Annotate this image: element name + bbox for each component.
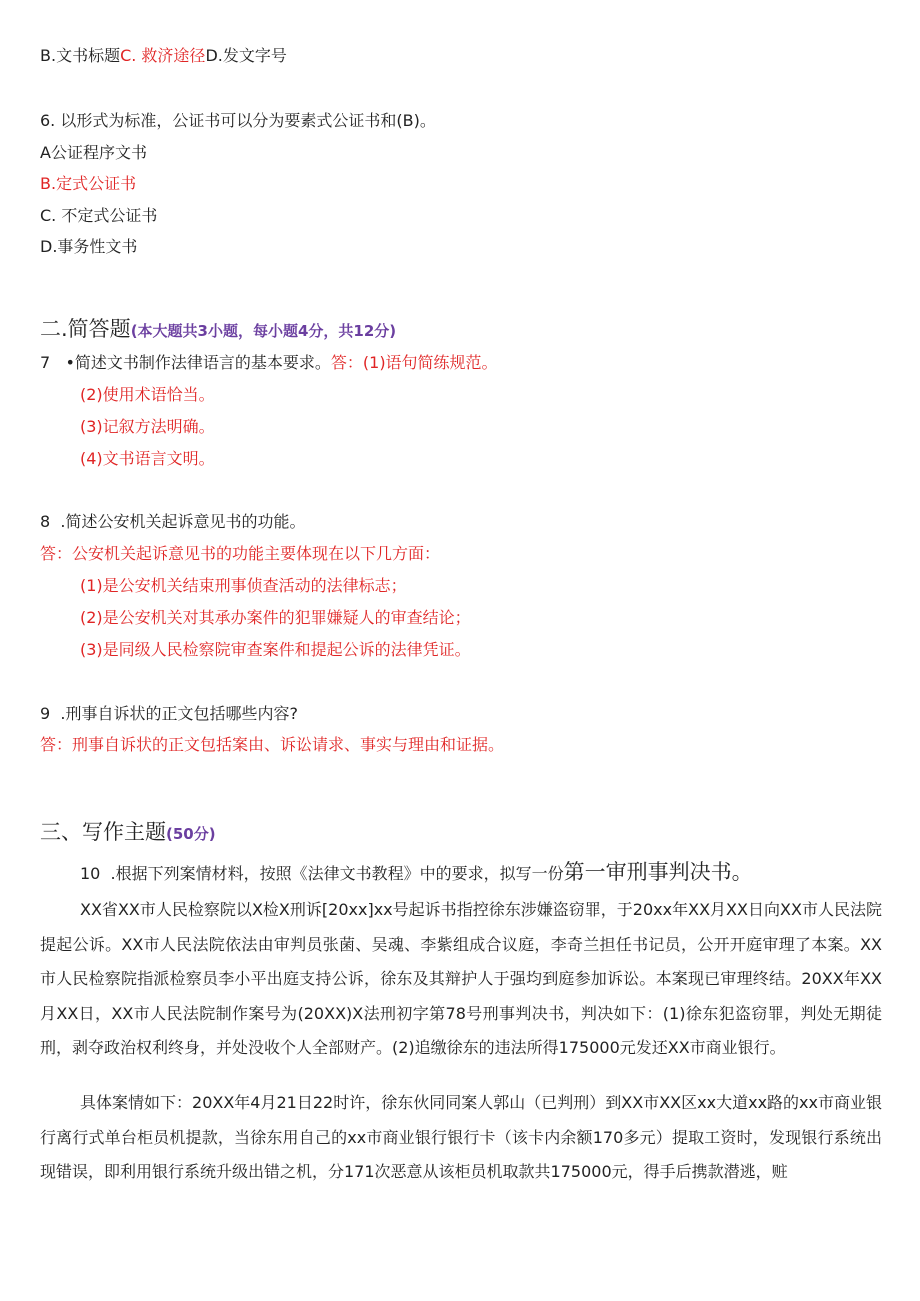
q6-option-c: C. 不定式公证书 xyxy=(40,206,158,225)
q5-options-line xyxy=(40,45,287,67)
q7-question: 7 •简述文书制作法律语言的基本要求。 xyxy=(40,353,331,372)
q6-option-d: D.事务性文书 xyxy=(40,237,138,256)
section2-title: 二.简答题 xyxy=(40,317,131,341)
q10-case-paragraph-1: XX省XX市人民检察院以X检X刑诉[20xx]xx号起诉书指控徐东涉嫌盗窃罪，于20xx年XX月XX日向XX市人民法院提起公诉。XX市人民法院依法由审判员张菌、吴魂、李紫组成合议庭，李奇兰担任书记员，公开开庭审理了本案。XX市人民检察院指派检察员李小平出庭支持公诉，徐东及其辩护人于强均到庭参加诉讼。本案现已审理终结。20XX年XX月XX日，XX市人民法院制作案号为(20XX)X法刑初字第78号刑事判决书，判决如下：(1)徐东犯盗窃罪，判处无期徒刑，剥夺政治权利终身，并处没收个人全部财产。(2)追缴徐东的违法所得175000元发还XX市商业银行。 xyxy=(40,900,882,1057)
q8-answer: 答：公安机关起诉意见书的功能主要体现在以下几方面： xyxy=(40,544,441,563)
q10-case-paragraph-2: 具体案情如下：20XX年4月21日22时许，徐东伙同同案人郭山（已判刑）到XX市XX区xx大道xx路的xx市商业银行离行式单台柜员机提款，当徐东用自己的xx市商业银行银行卡（该卡内余额170多元）提取工资时，发现银行系统出现错误，即利用银行系统升级出错之机，分171次恶意从该柜员机取款共175000元，得手后携款潜逃，赃 xyxy=(40,1093,882,1181)
q8-point-1: (1)是公安机关结束刑事侦查活动的法律标志； xyxy=(80,576,407,595)
q5-option-b: B.文书标题 xyxy=(40,46,121,65)
q8-point-3: (3)是同级人民检察院审查案件和提起公诉的法律凭证。 xyxy=(80,640,471,659)
q5-option-c-answer: C. 救济途径 xyxy=(120,46,206,65)
section3-heading xyxy=(40,818,216,848)
q7-point-2: (2)使用术语恰当。 xyxy=(80,385,215,404)
q8-question: 8 .简述公安机关起诉意见书的功能。 xyxy=(40,512,306,531)
q7-point-4: (4)文书语言文明。 xyxy=(80,449,215,468)
section3-title: 三、写作主题 xyxy=(40,820,166,844)
q9-question: 9 .刑事自诉状的正文包括哪些内容? xyxy=(40,704,298,723)
q10-question-emphasis: 第一审刑事判决书。 xyxy=(563,860,753,884)
q6-option-a: A公证程序文书 xyxy=(40,143,147,162)
q7-point-3: (3)记叙方法明确。 xyxy=(80,417,215,436)
q10-question-line xyxy=(80,861,753,885)
q6-question: 6. 以形式为标准，公证书可以分为要素式公证书和(B)。 xyxy=(40,111,436,130)
q6-option-b-answer: B.定式公证书 xyxy=(40,174,137,193)
q5-option-d: D.发文字号 xyxy=(205,46,287,65)
q7-line xyxy=(40,352,498,374)
q7-answer: 答：(1)语句简练规范。 xyxy=(330,353,498,372)
section2-note: (本大题共3小题，每小题4分，共12分) xyxy=(130,322,397,340)
q10-question: 10 .根据下列案情材料，按照《法律文书教程》中的要求，拟写一份 xyxy=(80,864,564,883)
q8-point-2: (2)是公安机关对其承办案件的犯罪嫌疑人的审查结论； xyxy=(80,608,471,627)
section2-heading xyxy=(40,315,396,345)
section3-note: (50分) xyxy=(166,825,216,843)
q9-answer: 答：刑事自诉状的正文包括案由、诉讼请求、事实与理由和证据。 xyxy=(40,735,505,754)
